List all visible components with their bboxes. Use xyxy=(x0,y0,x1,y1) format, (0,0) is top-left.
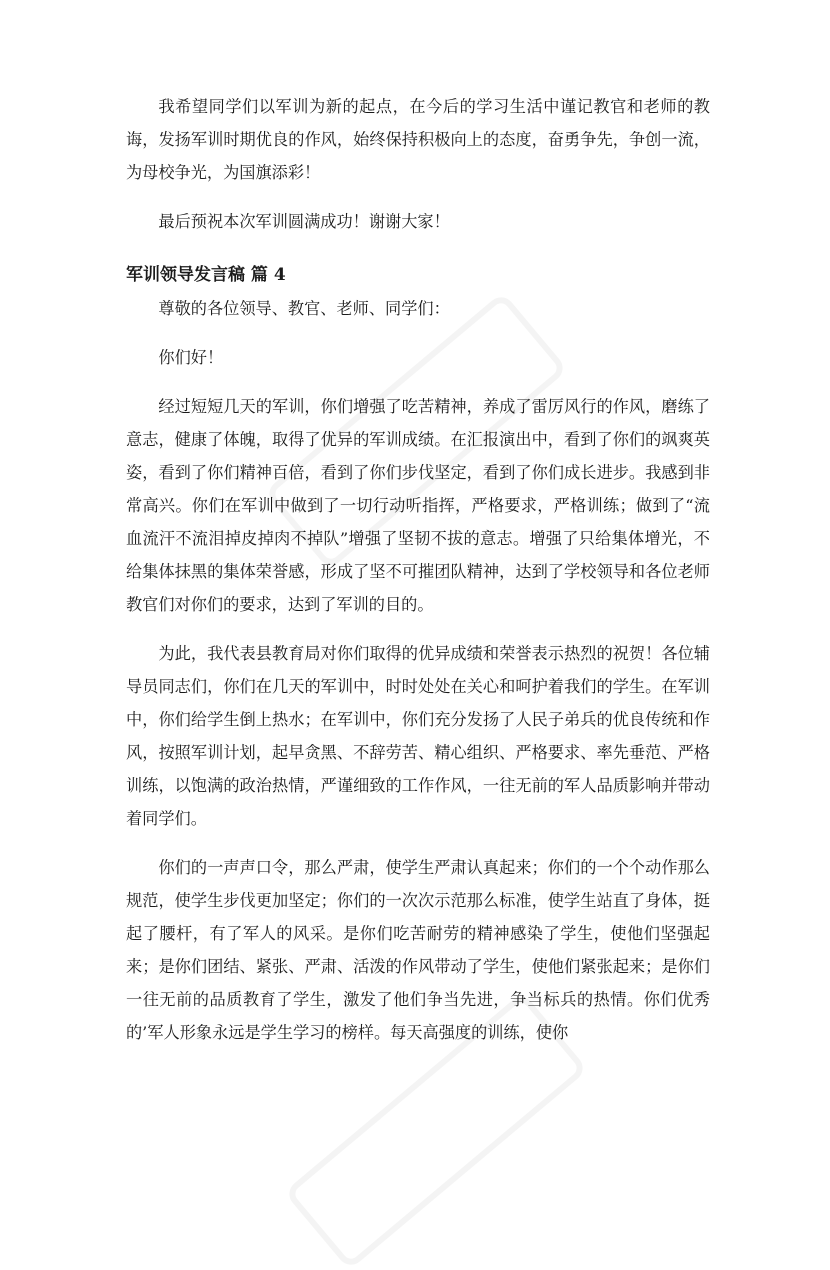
paragraph: 经过短短几天的军训，你们增强了吃苦精神，养成了雷厉风行的作风，磨练了意志，健康了体魄，取得了优异的军训成绩。在汇报演出中，看到了你们的飒爽英姿，看到了你们精神百倍，看到了你们步伐坚定，看到了你们成长进步。我感到非常高兴。你们在军训中做到了一切行动听指挥，严格要求，严格训练；做到了“流血流汗不流泪掉皮掉肉不掉队”增强了坚韧不拔的意志。增强了只给集体增光，不给集体抹黑的集体荣誉感，形成了坚不可摧团队精神，达到了学校领导和各位老师教官们对你们的要求，达到了军训的目的。 xyxy=(126,397,710,614)
salutation: 尊敬的各位领导、教官、老师、同学们： xyxy=(158,299,450,318)
document-body xyxy=(126,90,710,1049)
paragraph: 我希望同学们以军训为新的起点，在今后的学习生活中谨记教官和老师的教诲，发扬军训时期优良的作风，始终保持积极向上的态度，奋勇争先，争创一流，为母校争光，为国旗添彩！ xyxy=(126,97,710,182)
paragraph: 最后预祝本次军训圆满成功！谢谢大家！ xyxy=(158,212,450,231)
paragraph: 为此，我代表县教育局对你们取得的优异成绩和荣誉表示热烈的祝贺！各位辅导员同志们，你们在几天的军训中，时时处处在关心和呵护着我们的学生。在军训中，你们给学生倒上热水；在军训中，你们充分发扬了人民子弟兵的优良传统和作风，按照军训计划，起早贪黑、不辞劳苦、精心组织、严格要求、率先垂范、严格训练，以饱满的政治热情，严谨细致的工作作风，一往无前的军人品质影响并带动着同学们。 xyxy=(126,644,710,828)
section-heading: 军训领导发言稿 篇 4 xyxy=(126,265,286,285)
greeting: 你们好！ xyxy=(158,348,224,367)
paragraph: 你们的一声声口令，那么严肃，使学生严肃认真起来；你们的一个个动作那么规范，使学生步伐更加坚定；你们的一次次示范那么标准，使学生站直了身体，挺起了腰杆，有了军人的风采。是你们吃苦耐劳的精神感染了学生，使他们坚强起来；是你们团结、紧张、严肃、活泼的作风带动了学生，使他们紧张起来；是你们一往无前的品质教育了学生，激发了他们争当先进，争当标兵的热情。你们优秀的’军人形象永远是学生学习的榜样。每天高强度的训练，使你 xyxy=(126,858,710,1042)
